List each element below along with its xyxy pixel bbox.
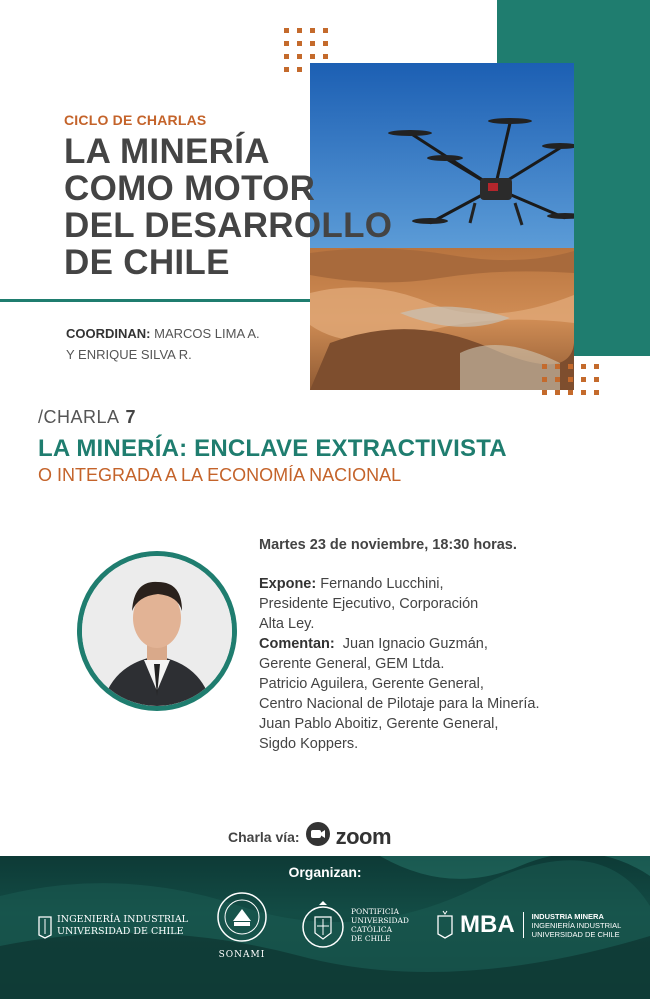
commenter-1-role: Gerente General, GEM Ltda. bbox=[259, 656, 445, 672]
talk-number-label bbox=[38, 407, 136, 428]
zoom-brand: zoom bbox=[335, 823, 392, 849]
coordinators-name-1: MARCOS LIMA A. bbox=[154, 326, 260, 341]
logo-mba bbox=[436, 910, 621, 940]
speaker-label: Expone: bbox=[259, 576, 317, 592]
logo-sonami-text: SONAMI bbox=[218, 950, 266, 960]
logo-puc-line1: PONTIFICIA bbox=[351, 907, 400, 916]
logo-sonami bbox=[212, 891, 272, 960]
talk-prefix: /CHARLA bbox=[38, 407, 120, 427]
zoom-row bbox=[228, 822, 391, 851]
logo-ing-line1: INGENIERÍA INDUSTRIAL bbox=[57, 914, 188, 925]
commenter-3-org: Sigdo Koppers. bbox=[259, 736, 359, 752]
series-label: CICLO DE CHARLAS bbox=[64, 112, 207, 128]
logo-mba-text: MBA bbox=[460, 911, 515, 938]
university-crest-icon bbox=[38, 913, 52, 939]
logo-mba-line2: INGENIERÍA INDUSTRIAL bbox=[531, 920, 622, 930]
puc-crest-icon bbox=[301, 899, 345, 951]
organizers-label: Organizan: bbox=[288, 864, 362, 880]
logo-mba-line3: UNIVERSIDAD DE CHILE bbox=[531, 929, 620, 939]
logo-puc-line4: DE CHILE bbox=[351, 934, 391, 943]
commenter-2-org: Centro Nacional de Pilotaje para la Minería. bbox=[259, 696, 540, 712]
teal-divider bbox=[0, 299, 310, 302]
event-details bbox=[259, 535, 639, 754]
zoom-camera-icon bbox=[306, 822, 330, 851]
title-line: DE CHILE bbox=[64, 243, 230, 282]
logo-divider bbox=[523, 912, 524, 938]
commenter-2: Patricio Aguilera, Gerente General, bbox=[259, 676, 484, 692]
speaker-role: Presidente Ejecutivo, Corporación bbox=[259, 596, 479, 612]
event-date: Martes 23 de noviembre, 18:30 horas. bbox=[259, 537, 517, 553]
talk-title: LA MINERÍA: ENCLAVE EXTRACTIVISTA bbox=[38, 435, 507, 462]
coordinators bbox=[66, 323, 260, 365]
speaker-name: Fernando Lucchini, bbox=[320, 576, 444, 592]
coordinators-label: COORDINAN: bbox=[66, 326, 151, 341]
sonami-seal-icon bbox=[216, 891, 268, 943]
commenter-3: Juan Pablo Aboitiz, Gerente General, bbox=[259, 716, 499, 732]
orange-dot-grid-bottom bbox=[542, 364, 599, 395]
university-crest-icon bbox=[436, 910, 454, 940]
logo-ingenieria-industrial bbox=[38, 913, 188, 939]
title-line: LA MINERÍA bbox=[64, 132, 270, 171]
commenter-1: Juan Ignacio Guzmán, bbox=[342, 636, 488, 652]
speaker-avatar bbox=[77, 551, 237, 711]
coordinators-name-2: Y ENRIQUE SILVA R. bbox=[66, 347, 192, 362]
logo-puc-line2: UNIVERSIDAD bbox=[351, 916, 409, 925]
commenters-label: Comentan: bbox=[259, 636, 335, 652]
talk-number: 7 bbox=[125, 407, 137, 427]
talk-subtitle: O INTEGRADA A LA ECONOMÍA NACIONAL bbox=[38, 465, 402, 485]
zoom-label: Charla vía: bbox=[228, 828, 300, 845]
title-line: COMO MOTOR bbox=[64, 169, 316, 208]
logo-mba-line1: INDUSTRIA MINERA bbox=[531, 911, 604, 921]
title-line: DEL DESARROLLO bbox=[64, 206, 393, 245]
logo-puc bbox=[301, 899, 409, 951]
main-title bbox=[64, 133, 444, 281]
speaker-org: Alta Ley. bbox=[259, 616, 315, 632]
logo-ing-line2: UNIVERSIDAD DE CHILE bbox=[57, 926, 184, 937]
logo-puc-line3: CATÓLICA bbox=[351, 925, 392, 934]
